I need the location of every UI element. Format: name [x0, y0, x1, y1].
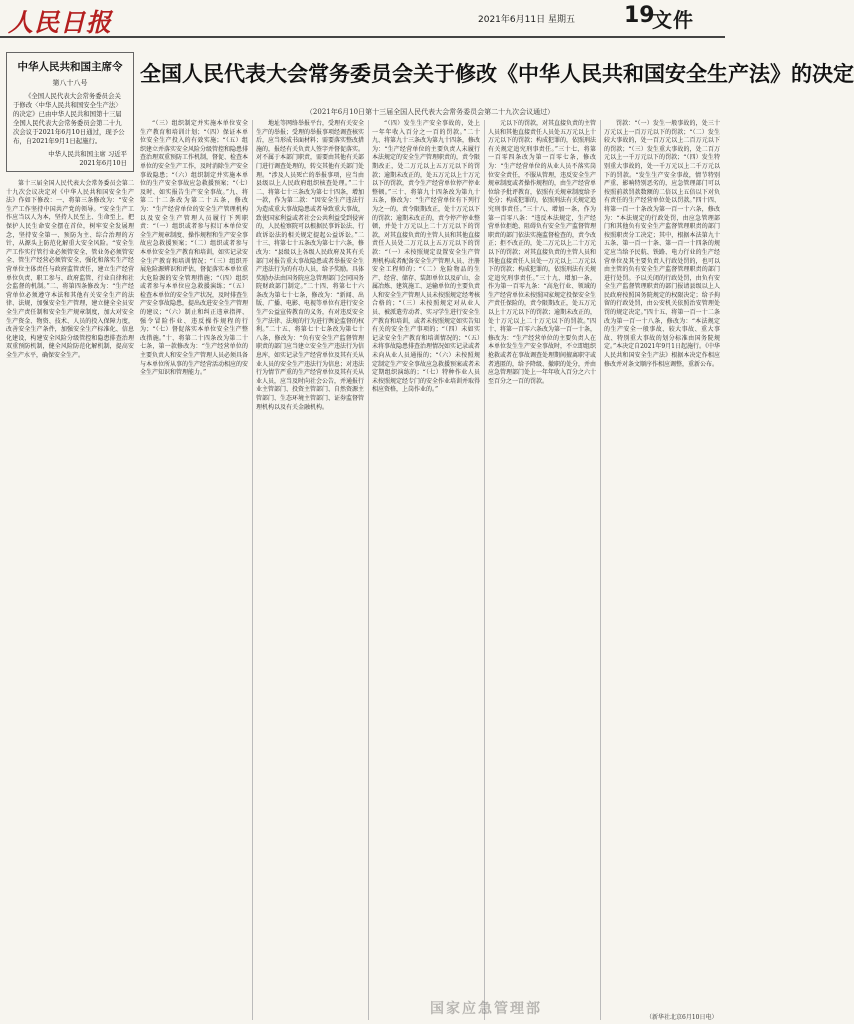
column-divider: [368, 120, 369, 1020]
article-headline: 全国人民代表大会常务委员会关于修改《中华人民共和国安全生产法》的决定: [140, 62, 854, 86]
article-column-5: [604, 120, 720, 1020]
page-number: 19: [624, 3, 655, 28]
newspaper-masthead: [0, 0, 725, 38]
article-column-3: [372, 120, 480, 1020]
column-1-text: “（三）组织制定并实施本单位安全生产教育和培训计划；“（四）保证本单位安全生产投入的有效实施；“（五）组织建立并落实安全风险分级管控和隐患排查治理双重预防工作机制，督促、检查本单位的安全生产工作，及时消除生产安全事故隐患；“（六）组织制定并实施本单位的生产安全事故应急救援预案；“（七）及时、如实报告生产安全事故。”九、将第二十二条改为第二十五条，修改为：“生产经营单位的安全生产管理机构以及安全生产管理人员履行下列职责：“（一）组织或者参与拟订本单位安全生产规章制度、操作规程和生产安全事故应急救援预案；“（二）组织或者参与本单位安全生产教育和培训，如实记录安全生产教育和培训情况；“（三）组织开展危险源辨识和评估，督促落实本单位重大危险源的安全管理措施；“（四）组织或者参与本单位应急救援演练；“（五）检查本单位的安全生产状况，及时排查生产安全事故隐患，提出改进安全生产管理的建议；“（六）制止和纠正违章指挥、强令冒险作业、违反操作规程的行为；“（七）督促落实本单位安全生产整改措施。”十、将第二十四条改为第二十七条，第一款修改为：“生产经营单位的主要负责人和安全生产管理人员必须具备与本单位所从事的生产经营活动相应的安全生产知识和管理能力。”: [140, 120, 249, 377]
column-divider: [484, 120, 485, 1020]
article-column-4: [488, 120, 596, 1020]
order-date: 2021年6月10日: [79, 159, 127, 167]
order-signature: 中华人民共和国主席 习近平: [48, 150, 127, 158]
section-name: 文件: [652, 8, 694, 32]
article-subhead: （2021年6月10日第十三届全国人民代表大会常务委员会第二十九次会议通过）: [305, 108, 555, 116]
column-4-text: 元以下的罚款，对其直接负责的主管人员和其他直接责任人员处五万元以上十万元以下的罚款；构成犯罪的，依照刑法有关规定追究刑事责任。”三十七、将第一百零四条改为第一百零七条，修改为：“生产经营单位的从业人员不落实岗位安全责任，不服从管理，违反安全生产规章制度或者操作规程的，由生产经营单位给予批评教育，依照有关规章制度给予处分；构成犯罪的，依照刑法有关规定追究刑事责任。”三十八、增加一条，作为第一百零八条：“违反本法规定，生产经营单位拒绝、阻碍负有安全生产监督管理职责的部门依法实施监督检查的，责令改正；拒不改正的，处二万元以上二十万元以下的罚款；对其直接负责的主管人员和其他直接责任人员处一万元以上二万元以下的罚款；构成犯罪的，依照刑法有关规定追究刑事责任。”三十九、增加一条，作为第一百零九条：“高危行业、领域的生产经营单位未按照国家规定投保安全生产责任保险的，责令限期改正，处五万元以上十万元以下的罚款；逾期未改正的，处十万元以上二十万元以下的罚款。”四十、将第一百零六条改为第一百一十条，修改为：“生产经营单位的主要负责人在本单位发生生产安全事故时，不立即组织抢救或者在事故调查处理期间擅离职守或者逃匿的，给予降级、撤职的处分，并由应急管理部门处上一年年收入百分之六十至百分之一百的罚款。: [488, 120, 597, 385]
order-title: 中华人民共和国主席令: [17, 61, 123, 73]
presidential-order-box: [6, 52, 134, 172]
order-body: 《全国人民代表大会常务委员会关于修改〈中华人民共和国安全生产法〉的决定》已由中华人民共和国第十三届全国人民代表大会常务委员会第二十九次会议于2021年6月10日通过，现予公布，自2021年9月1日起施行。: [13, 92, 125, 145]
column-3-text: “（四）发生生产安全事故的，处上一年年收入百分之一百的罚款。”二十九、将第九十三条改为第九十四条，修改为：“生产经营单位的主要负责人未履行本法规定的安全生产管理职责的，责令限期改正，处二万元以上五万元以下的罚款；逾期未改正的，处五万元以上十万元以下的罚款，责令生产经营单位停产停业整顿。”三十、将第九十四条改为第九十五条，修改为：“生产经营单位有下列行为之一的，责令限期改正，处十万元以下的罚款；逾期未改正的，责令停产停业整顿，并处十万元以上二十万元以下的罚款，对其直接负责的主管人员和其他直接责任人员处二万元以上五万元以下的罚款：“（一）未按照规定设置安全生产管理机构或者配备安全生产管理人员、注册安全工程师的；“（二）危险物品的生产、经营、储存、装卸单位以及矿山、金属冶炼、建筑施工、运输单位的主要负责人和安全生产管理人员未按照规定经考核合格的；“（三）未按照规定对从业人员、被派遣劳动者、实习学生进行安全生产教育和培训，或者未按照规定如实告知有关的安全生产事项的；“（四）未如实记录安全生产教育和培训情况的；“（五）未将事故隐患排查治理情况如实记录或者未向从业人员通报的；“（六）未按照规定制定生产安全事故应急救援预案或者未定期组织演练的；“（七）特种作业人员未按照规定经专门的安全作业培训并取得相应资格，上岗作业的。”: [372, 120, 481, 394]
article-lead-column: [6, 180, 134, 1020]
column-5-text: 罚款：“（一）发生一般事故的，处三十万元以上一百万元以下的罚款；“（二）发生较大事故的，处一百万元以上二百万元以下的罚款；“（三）发生重大事故的，处二百万元以上一千万元以下的罚款；“（四）发生特别重大事故的，处一千万元以上二千万元以下的罚款。“发生生产安全事故，情节特别严重、影响特别恶劣的，应急管理部门可以按照前款罚款数额的二倍以上五倍以下对负有责任的生产经营单位处以罚款。”四十四、将第一百一十条改为第一百一十六条，修改为：“本法规定的行政处罚，由应急管理部门和其他负有安全生产监督管理职责的部门按照职责分工决定；其中，根据本法第九十五条、第一百一十条、第一百一十四条的规定应当给予民航、铁路、电力行业的生产经营单位及其主要负责人行政处罚的，也可以由主管的负有安全生产监督管理职责的部门进行处罚。予以关闭的行政处罚，由负有安全生产监督管理职责的部门报请县级以上人民政府按照国务院规定的权限决定；给予拘留的行政处罚，由公安机关依照治安管理处罚的规定决定。”四十五、将第一百一十二条改为第一百一十八条，修改为：“本法规定的生产安全一般事故、较大事故、重大事故、特别重大事故的划分标准由国务院规定。”本决定自2021年9月1日起施行。《中华人民共和国安全生产法》根据本决定作相应修改并对条文顺序作相应调整，重新公布。: [604, 120, 720, 368]
article-body-columns: [140, 120, 720, 1020]
column-divider: [252, 120, 253, 1020]
article-lead-paragraph: 第十三届全国人民代表大会常务委员会第二十九次会议决定对《中华人民共和国安全生产法》作如下修改：一、将第三条修改为：“安全生产工作坚持中国共产党的领导。“安全生产工作应当以人为本，坚持人民至上、生命至上，把保护人民生命安全摆在首位，树牢安全发展理念，坚持安全第一、预防为主、综合治理的方针，从源头上防范化解重大安全风险。“安全生产工作实行管行业必须管安全、管业务必须管安全、管生产经营必须管安全，强化和落实生产经营单位主体责任与政府监管责任，建立生产经营单位负责、职工参与、政府监管、行业自律和社会监督的机制。”二、将第四条修改为：“生产经营单位必须遵守本法和其他有关安全生产的法律、法规，加强安全生产管理，建立健全全员安全生产责任制和安全生产规章制度，加大对安全生产资金、物资、技术、人员的投入保障力度，改善安全生产条件，加强安全生产标准化、信息化建设，构建安全风险分级管控和隐患排查治理双重预防机制，健全风险防范化解机制，提高安全生产水平，确保安全生产。: [6, 180, 134, 359]
column-2-text: 地址等网络举报平台，受理有关安全生产的举报；受理的举报事项经调查核实后，应当形成书面材料；需要落实整改措施的，报经有关负责人签字并督促落实。对不属于本部门职责，需要由其他有关部门进行调查处理的，转交其他有关部门处理。“涉及人员死亡的举报事项，应当由县级以上人民政府组织核查处理。”二十二、将第七十三条改为第七十四条，增加一款，作为第二款：“因安全生产违法行为造成重大事故隐患或者导致重大事故，致使国家利益或者社会公共利益受到侵害的，人民检察院可以根据民事诉讼法、行政诉讼法的相关规定提起公益诉讼。”二十三、将第七十五条改为第七十六条，修改为：“县级以上各级人民政府及其有关部门对报告重大事故隐患或者举报安全生产违法行为的有功人员，给予奖励。具体奖励办法由国务院应急管理部门会同国务院财政部门制定。”二十四、将第七十六条改为第七十七条，修改为：“新闻、出版、广播、电影、电视等单位有进行安全生产公益宣传教育的义务，有对违反安全生产法律、法规的行为进行舆论监督的权利。”二十五、将第七十七条改为第七十八条，修改为：“负有安全生产监督管理职责的部门应当建立安全生产违法行为信息库，如实记录生产经营单位及其有关从业人员的安全生产违法行为信息；对违法行为情节严重的生产经营单位及其有关从业人员，应当及时向社会公告，并通报行业主管部门、投资主管部门、自然资源主管部门、生态环境主管部门、证券监督管理机构以及有关金融机构。: [256, 120, 365, 411]
newspaper-logo: 人民日报: [8, 8, 113, 37]
watermark-text: 国家应急管理部: [430, 1001, 542, 1017]
article-column-2: [256, 120, 364, 1020]
news-agency-credit: （新华社北京6月10日电）: [646, 1014, 718, 1021]
issue-date: 2021年6月11日 星期五: [478, 15, 575, 25]
article-column-1: [140, 120, 248, 1020]
column-divider: [600, 120, 601, 1020]
order-number: 第八十八号: [52, 79, 88, 87]
